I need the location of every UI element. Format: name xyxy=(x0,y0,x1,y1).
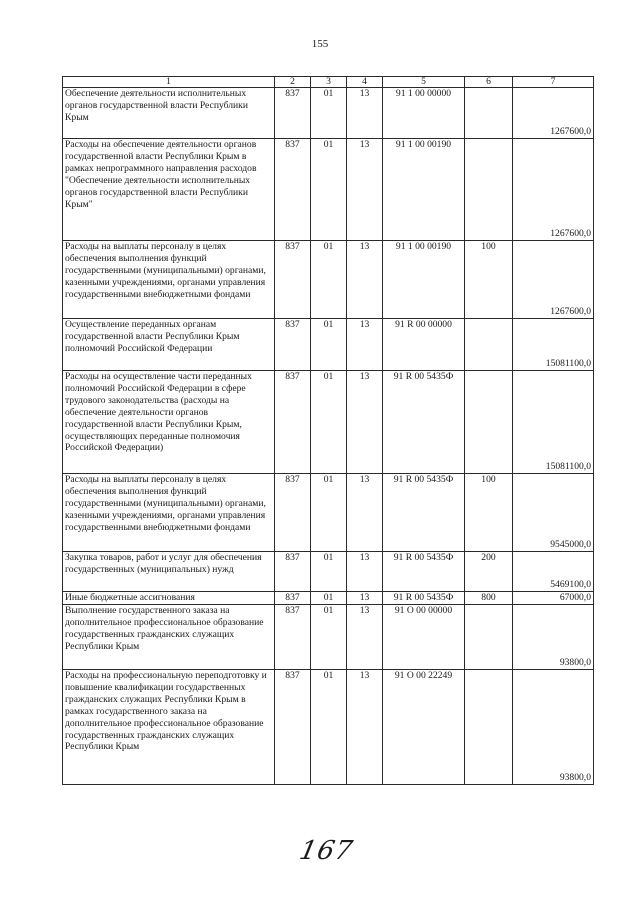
amount-cell: 93800,0 xyxy=(513,605,594,670)
expense-type-cell xyxy=(465,139,513,241)
section-cell: 01 xyxy=(311,592,347,605)
row-name: Иные бюджетные ассигнования xyxy=(63,592,275,605)
target-article-cell: 91 R 00 5435Ф xyxy=(383,371,465,474)
column-header: 1 xyxy=(63,77,275,88)
subsection-cell: 13 xyxy=(347,670,383,785)
table-row xyxy=(63,592,594,605)
section-cell: 01 xyxy=(311,88,347,139)
subsection-cell: 13 xyxy=(347,241,383,319)
code-cell: 837 xyxy=(275,241,311,319)
column-header: 3 xyxy=(311,77,347,88)
code-cell: 837 xyxy=(275,474,311,552)
amount-cell: 9545000,0 xyxy=(513,474,594,552)
row-name: Закупка товаров, работ и услуг для обеспечения государственных (муниципальных) нужд xyxy=(63,552,275,592)
target-article-cell: 91 О 00 22249 xyxy=(383,670,465,785)
budget-table xyxy=(62,76,594,785)
row-name: Выполнение государственного заказа на дополнительное профессиональное образование государственных гражданских служащих Республики Крым xyxy=(63,605,275,670)
subsection-cell: 13 xyxy=(347,474,383,552)
code-cell: 837 xyxy=(275,670,311,785)
subsection-cell: 13 xyxy=(347,592,383,605)
table-row xyxy=(63,670,594,785)
target-article-cell: 91 R 00 00000 xyxy=(383,319,465,371)
expense-type-cell: 800 xyxy=(465,592,513,605)
row-name: Расходы на обеспечение деятельности органов государственной власти Республики Крым в рамках непрограммного направления расходов "Обеспечение деятельности исполнительных органов государственной власти Республики Крым" xyxy=(63,139,275,241)
subsection-cell: 13 xyxy=(347,139,383,241)
column-header: 5 xyxy=(383,77,465,88)
table-header-row xyxy=(63,77,594,88)
code-cell: 837 xyxy=(275,592,311,605)
row-name: Расходы на выплаты персоналу в целях обеспечения выполнения функций государственными (муниципальными) органами, казенными учреждениями, органами управления государственными внебюджетными фондами xyxy=(63,241,275,319)
row-name: Расходы на выплаты персоналу в целях обеспечения выполнения функций государственными (муниципальными) органами, казенными учреждениями, органами управления государственными внебюджетными фондами xyxy=(63,474,275,552)
table-row xyxy=(63,474,594,552)
section-cell: 01 xyxy=(311,474,347,552)
table-row xyxy=(63,605,594,670)
target-article-cell: 91 1 00 00190 xyxy=(383,139,465,241)
subsection-cell: 13 xyxy=(347,371,383,474)
expense-type-cell xyxy=(465,319,513,371)
row-name: Расходы на осуществление части переданных полномочий Российской Федерации в сфере трудового законодательства (расходы на обеспечение деятельности органов государственной власти Республики Крым, осуществляющих переданные полномочия Российской Федерации) xyxy=(63,371,275,474)
row-name: Обеспечение деятельности исполнительных органов государственной власти Республики Крым xyxy=(63,88,275,139)
subsection-cell: 13 xyxy=(347,88,383,139)
code-cell: 837 xyxy=(275,552,311,592)
section-cell: 01 xyxy=(311,241,347,319)
column-header: 7 xyxy=(513,77,594,88)
table-row xyxy=(63,241,594,319)
expense-type-cell xyxy=(465,670,513,785)
code-cell: 837 xyxy=(275,371,311,474)
expense-type-cell: 100 xyxy=(465,474,513,552)
page-number: 155 xyxy=(311,38,329,50)
section-cell: 01 xyxy=(311,552,347,592)
code-cell: 837 xyxy=(275,88,311,139)
target-article-cell: 91 О 00 00000 xyxy=(383,605,465,670)
row-name: Расходы на профессиональную переподготовку и повышение квалификации государственных гражданских служащих Республики Крым в рамках государственного заказа на дополнительное профессиональное образование государственных гражданских служащих Республики Крым xyxy=(63,670,275,785)
table-row xyxy=(63,319,594,371)
expense-type-cell xyxy=(465,371,513,474)
section-cell: 01 xyxy=(311,670,347,785)
expense-type-cell: 100 xyxy=(465,241,513,319)
target-article-cell: 91 R 00 5435Ф xyxy=(383,474,465,552)
target-article-cell: 91 R 00 5435Ф xyxy=(383,552,465,592)
column-header: 6 xyxy=(465,77,513,88)
amount-cell: 5469100,0 xyxy=(513,552,594,592)
expense-type-cell: 200 xyxy=(465,552,513,592)
amount-cell: 93800,0 xyxy=(513,670,594,785)
table-row xyxy=(63,139,594,241)
table-row xyxy=(63,371,594,474)
handwritten-page-number: 167 xyxy=(296,836,356,866)
target-article-cell: 91 1 00 00000 xyxy=(383,88,465,139)
column-header: 2 xyxy=(275,77,311,88)
target-article-cell: 91 1 00 00190 xyxy=(383,241,465,319)
section-cell: 01 xyxy=(311,605,347,670)
subsection-cell: 13 xyxy=(347,605,383,670)
table-row xyxy=(63,88,594,139)
section-cell: 01 xyxy=(311,319,347,371)
code-cell: 837 xyxy=(275,319,311,371)
amount-cell: 15081100,0 xyxy=(513,371,594,474)
subsection-cell: 13 xyxy=(347,319,383,371)
section-cell: 01 xyxy=(311,139,347,241)
amount-cell: 67000,0 xyxy=(513,592,594,605)
table-row xyxy=(63,552,594,592)
section-cell: 01 xyxy=(311,371,347,474)
expense-type-cell xyxy=(465,88,513,139)
code-cell: 837 xyxy=(275,605,311,670)
amount-cell: 1267600,0 xyxy=(513,88,594,139)
amount-cell: 1267600,0 xyxy=(513,241,594,319)
code-cell: 837 xyxy=(275,139,311,241)
target-article-cell: 91 R 00 5435Ф xyxy=(383,592,465,605)
amount-cell: 1267600,0 xyxy=(513,139,594,241)
expense-type-cell xyxy=(465,605,513,670)
subsection-cell: 13 xyxy=(347,552,383,592)
column-header: 4 xyxy=(347,77,383,88)
row-name: Осуществление переданных органам государственной власти Республики Крым полномочий Российской Федерации xyxy=(63,319,275,371)
amount-cell: 15081100,0 xyxy=(513,319,594,371)
